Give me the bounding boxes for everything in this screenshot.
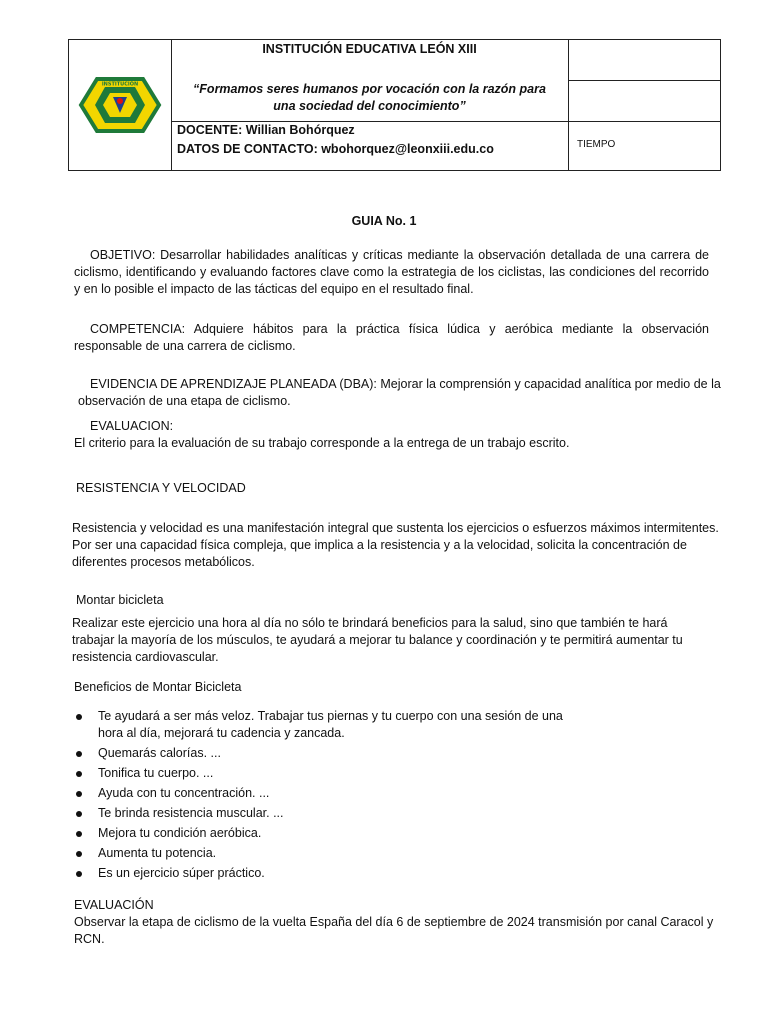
bullet-icon	[76, 851, 82, 857]
guide-title: GUIA No. 1	[351, 214, 417, 228]
institution-motto: “Formamos seres humanos por vocación con la razón para una sociedad del conocimiento”	[193, 82, 546, 113]
teacher-name: DOCENTE: Willian Bohórquez	[177, 123, 355, 137]
teacher-contact: DATOS DE CONTACTO: wbohorquez@leonxiii.edu.co	[177, 142, 494, 156]
evaluation2-text: Observar la etapa de ciclismo de la vuelta España del día 6 de septiembre de 2024 transmisión por canal Caracol y RCN.	[74, 915, 714, 946]
institution-name: INSTITUCIÓN EDUCATIVA LEÓN XIII	[262, 42, 477, 56]
evaluation-text: El criterio para la evaluación de su trabajo corresponde a la entrega de un trabajo escrito.	[74, 436, 570, 450]
competence-paragraph: COMPETENCIA: Adquiere hábitos para la práctica física lúdica y aeróbica mediante la observación responsable de una carrera de ciclismo.	[74, 322, 709, 353]
section-paragraph: Resistencia y velocidad es una manifestación integral que sustenta los ejercicios o esfuerzos máximos intermitentes. Por ser una capacidad física compleja, que implica a la resistencia y a la velocidad, solicita la concentración de diferentes procesos metabólicos.	[72, 521, 719, 569]
bullet-icon	[76, 871, 82, 877]
header-empty-cell-1	[569, 40, 720, 81]
benefits-list	[74, 708, 594, 885]
bullet-icon	[76, 791, 82, 797]
list-item: Es un ejercicio súper práctico.	[74, 865, 594, 882]
bullet-icon	[76, 714, 82, 720]
evidence-paragraph: EVIDENCIA DE APRENDIZAJE PLANEADA (DBA): Mejorar la comprensión y capacidad analítica por medio de la observación de una etapa de ciclismo.	[78, 377, 721, 408]
header-table	[68, 39, 721, 171]
list-item: Te brinda resistencia muscular. ...	[74, 805, 594, 822]
list-item: Te ayudará a ser más veloz. Trabajar tus piernas y tu cuerpo con una sesión de una hora al día, mejorará tu cadencia y zancada.	[74, 708, 594, 742]
list-item: Tonifica tu cuerpo. ...	[74, 765, 594, 782]
institution-logo	[77, 71, 163, 139]
time-label: TIEMPO	[577, 139, 616, 150]
institution-cell	[171, 40, 569, 122]
header-empty-cell-2	[569, 81, 720, 122]
list-item: Mejora tu condición aeróbica.	[74, 825, 594, 842]
section-title: RESISTENCIA Y VELOCIDAD	[76, 481, 246, 495]
cycling-paragraph: Realizar este ejercicio una hora al día no sólo te brindará beneficios para la salud, sino que también te hará trabajar la mayoría de los músculos, te ayudará a mejorar tu balance y coordinación y te permitirá aumentar tu resistencia cardiovascular.	[72, 616, 683, 664]
logo-cell	[69, 40, 172, 170]
bullet-icon	[76, 751, 82, 757]
cycling-title: Montar bicicleta	[76, 593, 164, 607]
list-item: Aumenta tu potencia.	[74, 845, 594, 862]
evaluation2-label: EVALUACIÓN	[74, 898, 154, 912]
time-cell	[569, 122, 720, 170]
benefits-title: Beneficios de Montar Bicicleta	[74, 680, 242, 694]
list-item: Quemarás calorías. ...	[74, 745, 594, 762]
bullet-icon	[76, 771, 82, 777]
objective-paragraph: OBJETIVO: Desarrollar habilidades analíticas y críticas mediante la observación detallada de una carrera de ciclismo, identificando y evaluando factores clave como la estrategia de los ciclistas, las condiciones del recorrido y en lo posible el impacto de las tácticas del equipo en el resultado final.	[74, 248, 709, 296]
teacher-cell	[171, 122, 569, 170]
bullet-icon	[76, 831, 82, 837]
evaluation-label: EVALUACION:	[90, 419, 174, 433]
list-item: Ayuda con tu concentración. ...	[74, 785, 594, 802]
bullet-icon	[76, 811, 82, 817]
logo-text: INSTITUCIÓN	[101, 81, 139, 88]
